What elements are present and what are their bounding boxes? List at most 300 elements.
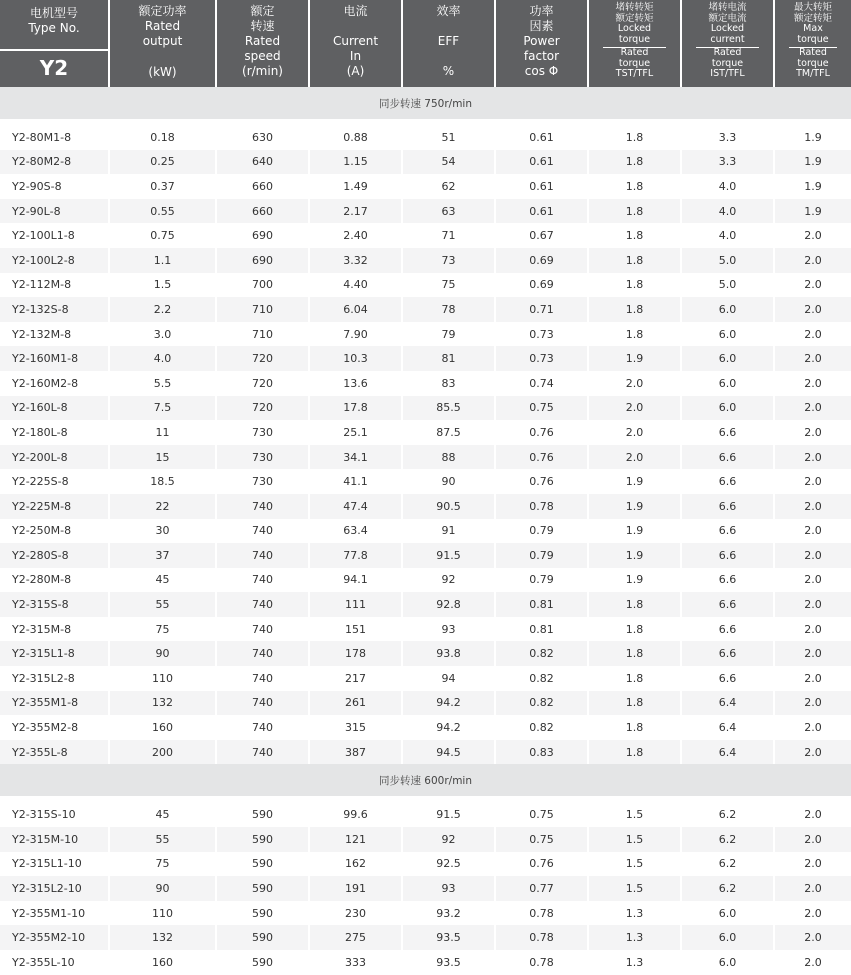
table-cell: 2.0 xyxy=(775,802,851,827)
table-cell: 4.0 xyxy=(682,199,775,224)
table-row xyxy=(0,876,851,901)
cell-type: Y2-250M-8 xyxy=(0,519,110,544)
table-cell: 37 xyxy=(110,543,217,568)
table-cell: 3.0 xyxy=(110,322,217,347)
table-row xyxy=(0,802,851,827)
table-cell: 75 xyxy=(110,852,217,877)
table-cell: 78 xyxy=(403,297,496,322)
cell-type: Y2-315S-10 xyxy=(0,802,110,827)
table-cell: 2.0 xyxy=(775,925,851,950)
table-row xyxy=(0,371,851,396)
table-row xyxy=(0,322,851,347)
table-cell: 2.0 xyxy=(775,396,851,421)
table-cell: 1.3 xyxy=(589,901,682,926)
table-row xyxy=(0,617,851,642)
table-cell: 94.5 xyxy=(403,740,496,765)
table-cell: 0.67 xyxy=(496,223,589,248)
table-cell: 90 xyxy=(403,469,496,494)
table-cell: 1.9 xyxy=(589,543,682,568)
table-cell: 6.0 xyxy=(682,322,775,347)
table-cell: 75 xyxy=(403,273,496,298)
section-header xyxy=(0,87,851,119)
table-cell: 2.0 xyxy=(775,223,851,248)
table-cell: 0.69 xyxy=(496,248,589,273)
table-cell: 2.0 xyxy=(589,445,682,470)
table-cell: 25.1 xyxy=(310,420,403,445)
table-cell: 1.5 xyxy=(110,273,217,298)
cell-type: Y2-160M1-8 xyxy=(0,346,110,371)
table-cell: 1.9 xyxy=(589,494,682,519)
table-cell: 94.1 xyxy=(310,568,403,593)
cell-type: Y2-355M1-8 xyxy=(0,691,110,716)
table-cell: 1.15 xyxy=(310,150,403,175)
table-row xyxy=(0,691,851,716)
table-cell: 13.6 xyxy=(310,371,403,396)
cell-type: Y2-355M1-10 xyxy=(0,901,110,926)
table-cell: 740 xyxy=(217,494,310,519)
table-cell: 178 xyxy=(310,641,403,666)
table-cell: 0.61 xyxy=(496,150,589,175)
table-cell: 1.9 xyxy=(589,568,682,593)
table-cell: 1.9 xyxy=(775,125,851,150)
table-cell: 2.0 xyxy=(775,666,851,691)
table-cell: 0.76 xyxy=(496,420,589,445)
header-eff: 效率 EFF % xyxy=(403,0,496,87)
table-cell: 5.5 xyxy=(110,371,217,396)
table-cell: 93.2 xyxy=(403,901,496,926)
table-cell: 90 xyxy=(110,876,217,901)
table-cell: 132 xyxy=(110,925,217,950)
table-cell: 160 xyxy=(110,715,217,740)
table-row xyxy=(0,346,851,371)
table-cell: 2.0 xyxy=(589,396,682,421)
table-cell: 1.5 xyxy=(589,852,682,877)
table-cell: 34.1 xyxy=(310,445,403,470)
table-cell: 740 xyxy=(217,691,310,716)
table-cell: 2.0 xyxy=(775,852,851,877)
table-cell: 2.0 xyxy=(775,617,851,642)
table-body xyxy=(0,87,851,975)
table-cell: 660 xyxy=(217,199,310,224)
table-row xyxy=(0,174,851,199)
table-row xyxy=(0,592,851,617)
table-row xyxy=(0,273,851,298)
table-cell: 230 xyxy=(310,901,403,926)
table-cell: 740 xyxy=(217,519,310,544)
header-locked-current: 堵转电流 额定电流 Locked current Rated torque IST/TFL xyxy=(682,0,775,87)
table-cell: 6.6 xyxy=(682,666,775,691)
table-cell: 2.0 xyxy=(775,592,851,617)
table-cell: 0.88 xyxy=(310,125,403,150)
table-cell: 200 xyxy=(110,740,217,765)
table-cell: 0.73 xyxy=(496,322,589,347)
table-cell: 630 xyxy=(217,125,310,150)
table-cell: 110 xyxy=(110,666,217,691)
table-cell: 3.3 xyxy=(682,125,775,150)
table-cell: 1.9 xyxy=(775,150,851,175)
table-cell: 0.82 xyxy=(496,666,589,691)
header-max-torque: 最大转矩 额定转矩 Max torque Rated torque TM/TFL xyxy=(775,0,851,87)
table-cell: 2.0 xyxy=(775,346,851,371)
table-cell: 0.25 xyxy=(110,150,217,175)
table-cell: 2.0 xyxy=(775,901,851,926)
table-cell: 77.8 xyxy=(310,543,403,568)
table-cell: 0.75 xyxy=(496,827,589,852)
table-cell: 0.74 xyxy=(496,371,589,396)
cell-type: Y2-132S-8 xyxy=(0,297,110,322)
table-cell: 720 xyxy=(217,346,310,371)
table-row xyxy=(0,469,851,494)
table-cell: 85.5 xyxy=(403,396,496,421)
table-cell: 740 xyxy=(217,715,310,740)
table-cell: 7.90 xyxy=(310,322,403,347)
table-cell: 0.82 xyxy=(496,715,589,740)
table-cell: 6.4 xyxy=(682,691,775,716)
table-cell: 92.5 xyxy=(403,852,496,877)
header-type xyxy=(0,0,110,87)
table-cell: 0.73 xyxy=(496,346,589,371)
cell-type: Y2-100L1-8 xyxy=(0,223,110,248)
table-cell: 0.76 xyxy=(496,469,589,494)
table-row xyxy=(0,568,851,593)
header-power-factor: 功率 因素 Power factor cos Φ xyxy=(496,0,589,87)
table-cell: 2.0 xyxy=(775,715,851,740)
table-row xyxy=(0,950,851,975)
table-cell: 0.76 xyxy=(496,852,589,877)
table-cell: 0.78 xyxy=(496,950,589,975)
table-cell: 0.77 xyxy=(496,876,589,901)
table-cell: 92.8 xyxy=(403,592,496,617)
table-cell: 51 xyxy=(403,125,496,150)
table-row xyxy=(0,420,851,445)
table-cell: 91.5 xyxy=(403,543,496,568)
table-cell: 22 xyxy=(110,494,217,519)
table-cell: 6.0 xyxy=(682,396,775,421)
table-row xyxy=(0,641,851,666)
cell-type: Y2-355M2-10 xyxy=(0,925,110,950)
table-cell: 1.8 xyxy=(589,297,682,322)
table-cell: 690 xyxy=(217,223,310,248)
table-cell: 2.0 xyxy=(775,950,851,975)
header-speed: 额定 转速 Rated speed (r/min) xyxy=(217,0,310,87)
header-current: 电流 Current In (A) xyxy=(310,0,403,87)
table-cell: 6.6 xyxy=(682,445,775,470)
series-label: Y2 xyxy=(0,49,108,87)
table-cell: 730 xyxy=(217,469,310,494)
table-row xyxy=(0,827,851,852)
cell-type: Y2-80M2-8 xyxy=(0,150,110,175)
table-cell: 54 xyxy=(403,150,496,175)
table-cell: 2.0 xyxy=(775,420,851,445)
table-cell: 6.6 xyxy=(682,617,775,642)
table-cell: 191 xyxy=(310,876,403,901)
header-output: 额定功率 Rated output (kW) xyxy=(110,0,217,87)
cell-type: Y2-90L-8 xyxy=(0,199,110,224)
table-cell: 2.2 xyxy=(110,297,217,322)
table-header xyxy=(0,0,851,87)
table-cell: 2.17 xyxy=(310,199,403,224)
table-cell: 3.3 xyxy=(682,150,775,175)
table-cell: 92 xyxy=(403,568,496,593)
table-cell: 730 xyxy=(217,445,310,470)
table-cell: 1.3 xyxy=(589,925,682,950)
table-cell: 6.6 xyxy=(682,420,775,445)
table-cell: 0.79 xyxy=(496,543,589,568)
table-cell: 1.8 xyxy=(589,740,682,765)
table-row xyxy=(0,740,851,765)
table-cell: 315 xyxy=(310,715,403,740)
table-cell: 6.2 xyxy=(682,876,775,901)
table-cell: 160 xyxy=(110,950,217,975)
table-cell: 111 xyxy=(310,592,403,617)
table-cell: 63 xyxy=(403,199,496,224)
table-cell: 63.4 xyxy=(310,519,403,544)
table-cell: 121 xyxy=(310,827,403,852)
table-cell: 93 xyxy=(403,876,496,901)
table-cell: 0.18 xyxy=(110,125,217,150)
table-cell: 94.2 xyxy=(403,691,496,716)
table-cell: 1.8 xyxy=(589,125,682,150)
table-cell: 3.32 xyxy=(310,248,403,273)
table-cell: 0.76 xyxy=(496,445,589,470)
table-cell: 1.8 xyxy=(589,174,682,199)
table-cell: 5.0 xyxy=(682,248,775,273)
table-cell: 88 xyxy=(403,445,496,470)
table-cell: 1.9 xyxy=(775,199,851,224)
table-cell: 4.0 xyxy=(682,174,775,199)
table-row xyxy=(0,901,851,926)
table-cell: 590 xyxy=(217,827,310,852)
table-cell: 4.40 xyxy=(310,273,403,298)
table-cell: 6.6 xyxy=(682,543,775,568)
table-cell: 2.0 xyxy=(775,322,851,347)
section-title: 同步转速 600r/min xyxy=(0,764,851,796)
cell-type: Y2-315M-10 xyxy=(0,827,110,852)
table-cell: 2.0 xyxy=(775,494,851,519)
table-cell: 2.0 xyxy=(775,273,851,298)
table-cell: 0.79 xyxy=(496,519,589,544)
table-row xyxy=(0,852,851,877)
table-cell: 162 xyxy=(310,852,403,877)
table-cell: 41.1 xyxy=(310,469,403,494)
table-cell: 93.5 xyxy=(403,925,496,950)
section-header xyxy=(0,764,851,796)
table-cell: 1.9 xyxy=(589,469,682,494)
cell-type: Y2-160L-8 xyxy=(0,396,110,421)
table-cell: 0.78 xyxy=(496,901,589,926)
table-cell: 710 xyxy=(217,297,310,322)
table-row xyxy=(0,297,851,322)
table-row xyxy=(0,543,851,568)
table-cell: 47.4 xyxy=(310,494,403,519)
table-cell: 0.78 xyxy=(496,494,589,519)
table-row xyxy=(0,494,851,519)
table-cell: 11 xyxy=(110,420,217,445)
table-cell: 640 xyxy=(217,150,310,175)
table-cell: 1.9 xyxy=(589,519,682,544)
table-cell: 1.5 xyxy=(589,802,682,827)
table-cell: 6.4 xyxy=(682,715,775,740)
table-row xyxy=(0,666,851,691)
table-cell: 1.8 xyxy=(589,592,682,617)
table-cell: 333 xyxy=(310,950,403,975)
cell-type: Y2-280M-8 xyxy=(0,568,110,593)
table-cell: 1.8 xyxy=(589,273,682,298)
table-cell: 740 xyxy=(217,617,310,642)
table-cell: 90.5 xyxy=(403,494,496,519)
table-cell: 1.8 xyxy=(589,641,682,666)
cell-type: Y2-315M-8 xyxy=(0,617,110,642)
table-cell: 1.5 xyxy=(589,827,682,852)
table-cell: 710 xyxy=(217,322,310,347)
table-cell: 590 xyxy=(217,802,310,827)
cell-type: Y2-225S-8 xyxy=(0,469,110,494)
table-cell: 10.3 xyxy=(310,346,403,371)
table-cell: 1.5 xyxy=(589,876,682,901)
table-cell: 91 xyxy=(403,519,496,544)
table-cell: 1.8 xyxy=(589,150,682,175)
table-cell: 1.8 xyxy=(589,617,682,642)
table-row xyxy=(0,925,851,950)
section-title: 同步转速 750r/min xyxy=(0,87,851,119)
table-cell: 590 xyxy=(217,950,310,975)
table-cell: 0.82 xyxy=(496,641,589,666)
table-cell: 0.75 xyxy=(496,802,589,827)
table-cell: 87.5 xyxy=(403,420,496,445)
table-cell: 590 xyxy=(217,901,310,926)
table-cell: 6.6 xyxy=(682,494,775,519)
table-cell: 740 xyxy=(217,568,310,593)
table-cell: 0.55 xyxy=(110,199,217,224)
cell-type: Y2-90S-8 xyxy=(0,174,110,199)
cell-type: Y2-315L1-10 xyxy=(0,852,110,877)
table-cell: 590 xyxy=(217,925,310,950)
table-row xyxy=(0,199,851,224)
table-cell: 2.0 xyxy=(775,691,851,716)
table-cell: 6.0 xyxy=(682,901,775,926)
table-cell: 6.6 xyxy=(682,568,775,593)
cell-type: Y2-315L1-8 xyxy=(0,641,110,666)
cell-type: Y2-225M-8 xyxy=(0,494,110,519)
cell-type: Y2-315L2-10 xyxy=(0,876,110,901)
table-cell: 0.61 xyxy=(496,125,589,150)
table-cell: 0.75 xyxy=(496,396,589,421)
table-cell: 740 xyxy=(217,543,310,568)
cell-type: Y2-355L-8 xyxy=(0,740,110,765)
table-cell: 94.2 xyxy=(403,715,496,740)
table-cell: 6.0 xyxy=(682,371,775,396)
table-cell: 700 xyxy=(217,273,310,298)
table-cell: 30 xyxy=(110,519,217,544)
table-cell: 81 xyxy=(403,346,496,371)
table-cell: 1.49 xyxy=(310,174,403,199)
table-cell: 590 xyxy=(217,852,310,877)
table-cell: 0.61 xyxy=(496,174,589,199)
table-cell: 4.0 xyxy=(110,346,217,371)
table-cell: 73 xyxy=(403,248,496,273)
cell-type: Y2-80M1-8 xyxy=(0,125,110,150)
table-cell: 217 xyxy=(310,666,403,691)
table-cell: 1.8 xyxy=(589,715,682,740)
cell-type: Y2-132M-8 xyxy=(0,322,110,347)
table-cell: 6.2 xyxy=(682,827,775,852)
table-cell: 18.5 xyxy=(110,469,217,494)
table-cell: 720 xyxy=(217,371,310,396)
table-cell: 6.0 xyxy=(682,925,775,950)
table-cell: 2.0 xyxy=(589,420,682,445)
table-cell: 1.8 xyxy=(589,691,682,716)
header-type-cn: 电机型号 xyxy=(29,6,78,20)
table-cell: 0.82 xyxy=(496,691,589,716)
table-cell: 0.69 xyxy=(496,273,589,298)
table-row xyxy=(0,396,851,421)
table-cell: 75 xyxy=(110,617,217,642)
table-cell: 2.0 xyxy=(775,297,851,322)
header-type-en: Type No. xyxy=(28,21,80,35)
table-cell: 720 xyxy=(217,396,310,421)
table-cell: 730 xyxy=(217,420,310,445)
table-cell: 83 xyxy=(403,371,496,396)
table-row xyxy=(0,519,851,544)
cell-type: Y2-112M-8 xyxy=(0,273,110,298)
table-cell: 660 xyxy=(217,174,310,199)
table-cell: 45 xyxy=(110,568,217,593)
table-cell: 0.83 xyxy=(496,740,589,765)
table-cell: 0.81 xyxy=(496,617,589,642)
cell-type: Y2-200L-8 xyxy=(0,445,110,470)
table-cell: 6.6 xyxy=(682,469,775,494)
table-cell: 6.6 xyxy=(682,519,775,544)
table-cell: 1.3 xyxy=(589,950,682,975)
cell-type: Y2-100L2-8 xyxy=(0,248,110,273)
table-cell: 2.0 xyxy=(775,740,851,765)
table-cell: 2.0 xyxy=(775,248,851,273)
table-cell: 132 xyxy=(110,691,217,716)
table-cell: 1.9 xyxy=(775,174,851,199)
table-cell: 45 xyxy=(110,802,217,827)
table-cell: 4.0 xyxy=(682,223,775,248)
table-cell: 0.78 xyxy=(496,925,589,950)
table-cell: 1.8 xyxy=(589,199,682,224)
table-row xyxy=(0,445,851,470)
cell-type: Y2-280S-8 xyxy=(0,543,110,568)
table-cell: 90 xyxy=(110,641,217,666)
table-cell: 6.6 xyxy=(682,641,775,666)
table-cell: 0.75 xyxy=(110,223,217,248)
table-cell: 6.2 xyxy=(682,852,775,877)
table-cell: 2.0 xyxy=(775,876,851,901)
table-cell: 2.0 xyxy=(775,827,851,852)
table-cell: 99.6 xyxy=(310,802,403,827)
table-cell: 15 xyxy=(110,445,217,470)
cell-type: Y2-160M2-8 xyxy=(0,371,110,396)
table-cell: 2.0 xyxy=(775,568,851,593)
table-cell: 590 xyxy=(217,876,310,901)
cell-type: Y2-180L-8 xyxy=(0,420,110,445)
table-cell: 740 xyxy=(217,592,310,617)
table-row xyxy=(0,223,851,248)
table-cell: 1.8 xyxy=(589,666,682,691)
table-cell: 0.71 xyxy=(496,297,589,322)
table-cell: 740 xyxy=(217,740,310,765)
table-cell: 690 xyxy=(217,248,310,273)
cell-type: Y2-315S-8 xyxy=(0,592,110,617)
table-cell: 1.8 xyxy=(589,322,682,347)
cell-type: Y2-315L2-8 xyxy=(0,666,110,691)
table-cell: 151 xyxy=(310,617,403,642)
table-cell: 5.0 xyxy=(682,273,775,298)
table-cell: 2.0 xyxy=(775,543,851,568)
